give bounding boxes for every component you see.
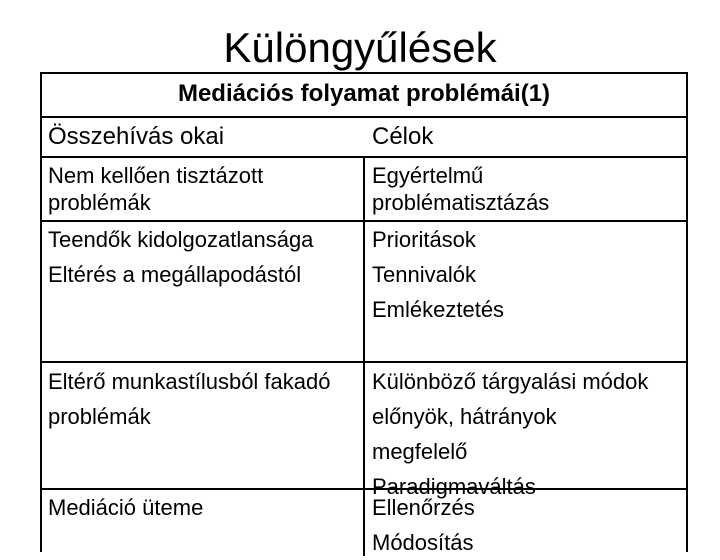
slide-title: Különgyűlések [223, 24, 497, 71]
row-4-right: Ellenőrzés Módosítás [372, 495, 475, 555]
table-caption: Mediációs folyamat problémái(1) [177, 80, 551, 107]
table-divider [42, 116, 686, 118]
row-3-right: Különböző tárgyalási módok előnyök, hátrányok megfelelő Paradigmaváltás [372, 369, 649, 499]
mediation-problems-table [40, 72, 688, 555]
row-1-right: Egyértelmű problématisztázás [372, 163, 550, 215]
row-3-left: Eltérő munkastílusból fakadó problémák [48, 369, 331, 429]
row-2-right: Prioritások Tennivalók Emlékeztetés [372, 227, 505, 322]
table-divider [42, 361, 686, 363]
column-divider [363, 156, 365, 556]
header-left: Összehívás okai [48, 123, 225, 150]
row-2-left: Teendők kidolgozatlansága Eltérés a megállapodástól [48, 227, 314, 287]
row-1-left: Nem kellően tisztázott problémák [48, 163, 264, 215]
header-right: Célok [372, 123, 434, 150]
row-4-left: Mediáció üteme [48, 495, 204, 520]
